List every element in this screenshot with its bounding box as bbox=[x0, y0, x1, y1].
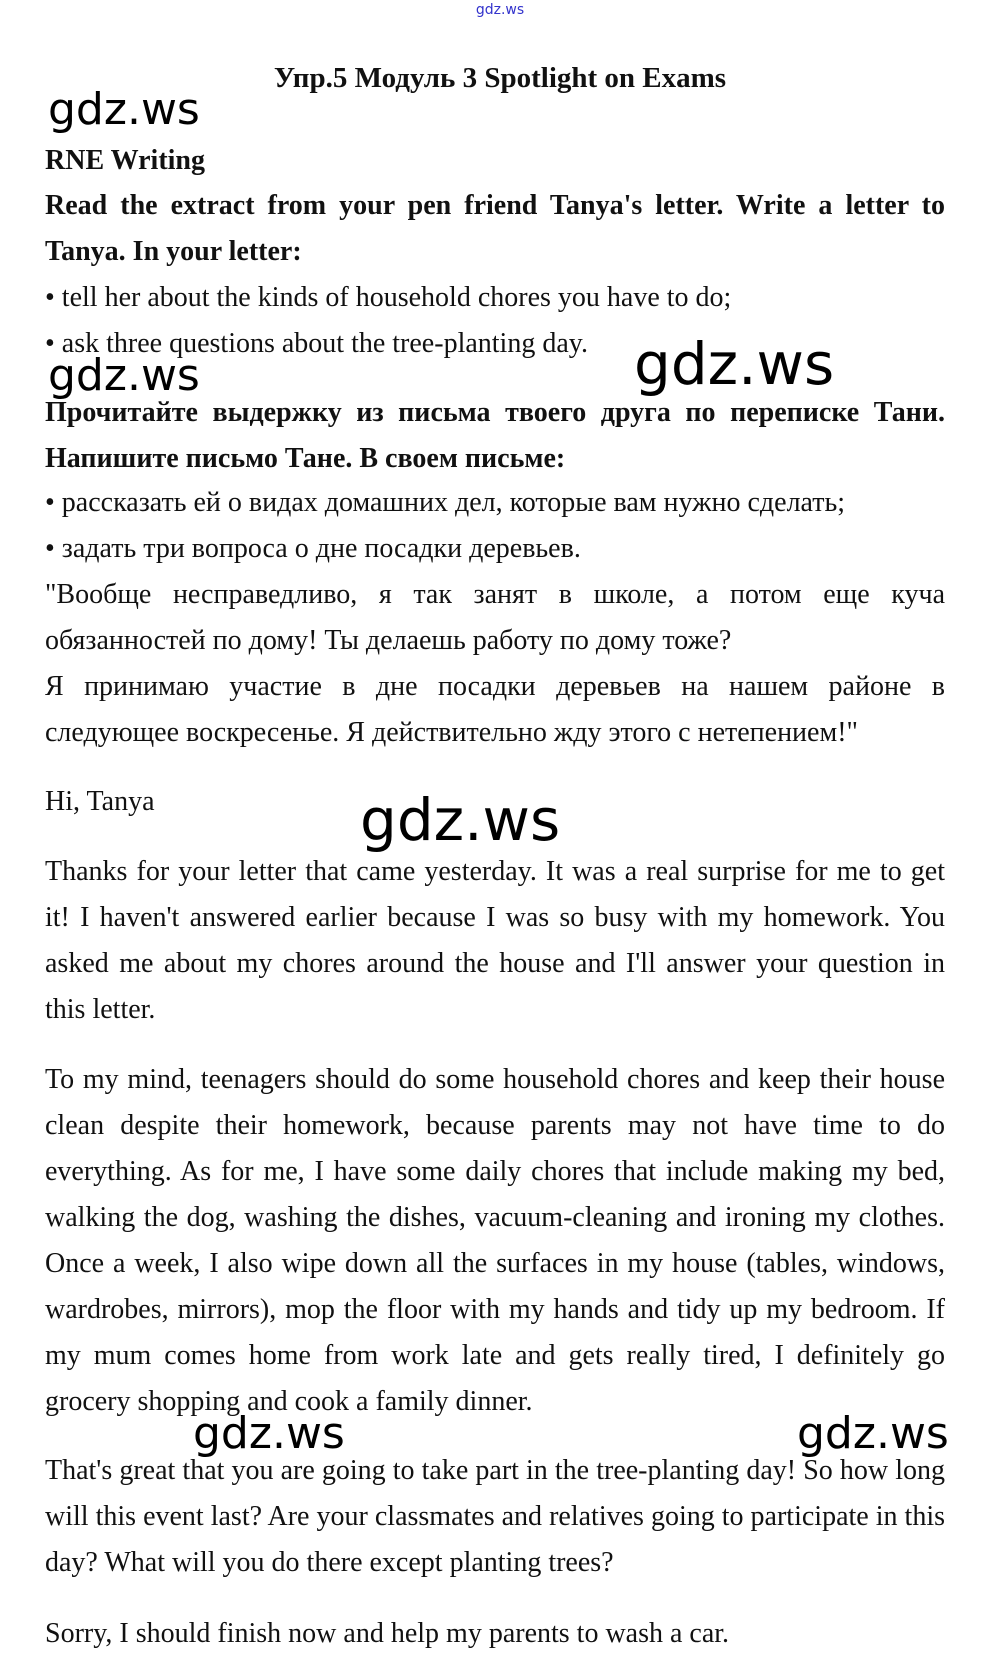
page-title: Упр.5 Модуль 3 Spotlight on Exams bbox=[273, 62, 727, 94]
watermark: gdz.ws bbox=[797, 1408, 949, 1459]
bullet: • tell her about the kinds of household chores you have to do; bbox=[45, 282, 732, 313]
letter-paragraph-1: Thanks for your letter that came yesterday. It was a real surprise for me to get it! I haven't answered earlier because I was so busy with my homework. You asked me about my chores around the house and I'll answer your question in this letter. bbox=[45, 856, 945, 1025]
watermark: gdz.ws bbox=[48, 84, 200, 135]
quote bbox=[45, 572, 945, 756]
letter-greeting: Hi, Tanya bbox=[45, 786, 155, 817]
quote-line: Я принимаю участие в дне посадки деревьев на нашем районе в следующее воскресенье. Я действительно жду этого с нетепением!" bbox=[45, 671, 945, 748]
watermark: gdz.ws bbox=[360, 786, 561, 854]
bullet: • рассказать ей о видах домашних дел, которые вам нужно сделать; bbox=[45, 487, 846, 518]
quote-line: "Вообще несправедливо, я так занят в школе, а потом еще куча обязанностей по дому! Ты делаешь работу по дому тоже? bbox=[45, 579, 945, 656]
bullets-russian bbox=[45, 480, 945, 572]
task-russian: Прочитайте выдержку из письма твоего друга по переписке Тани. Напишите письмо Тане. В своем письме: bbox=[45, 397, 945, 474]
watermark: gdz.ws bbox=[634, 330, 835, 398]
letter-paragraph-3: That's great that you are going to take part in the tree-planting day! So how long will this event last? Are your classmates and relatives going to participate in this day? What will you do there except planting trees? bbox=[45, 1455, 945, 1578]
section-heading: RNE Writing bbox=[45, 145, 205, 176]
bullet: • ask three questions about the tree-planting day. bbox=[45, 328, 588, 359]
watermark-top: gdz.ws bbox=[475, 2, 525, 18]
bullet: • задать три вопроса о дне посадки деревьев. bbox=[45, 533, 581, 564]
watermark: gdz.ws bbox=[193, 1408, 345, 1459]
letter-paragraph-2: To my mind, teenagers should do some household chores and keep their house clean despite their homework, because parents may not have time to do everything. As for me, I have some daily chores that include making my bed, walking the dog, washing the dishes, vacuum-cleaning and ironing my clothes. Once a week, I also wipe down all the surfaces in my house (tables, windows, wardrobes, mirrors), mop the floor with my hands and tidy up my bedroom. If my mum comes home from work late and gets really tired, I definitely go grocery shopping and cook a family dinner. bbox=[45, 1064, 945, 1417]
watermark: gdz.ws bbox=[48, 350, 200, 401]
task-english: Read the extract from your pen friend Tanya's letter. Write a letter to Tanya. In your letter: bbox=[45, 190, 945, 267]
letter-paragraph-4: Sorry, I should finish now and help my parents to wash a car. bbox=[45, 1618, 730, 1649]
